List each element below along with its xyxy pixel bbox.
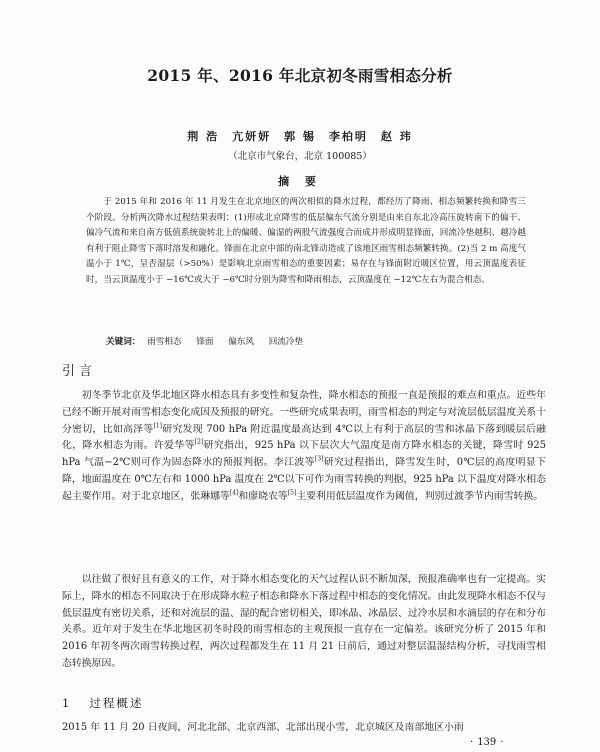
section-1-first-line: 2015 年 11 月 20 日夜间，河北北部、北京西部、北部出现小雪，北京城区及南部地区小雨 (62, 722, 464, 733)
citation-ref: [5] (287, 489, 297, 497)
citation-ref: [4] (229, 489, 239, 497)
citation-ref: [1] (153, 422, 162, 430)
text-run: 初冬季节北京及华北地区降水相态具有多变性和复杂性，降水相态的预报一直是预报的难点和重点。近些年已经不断开展对雨雪相态变化成因及预报的研究。一些研究成果表明，雨雪相态的判定与对流层低层温度关系十分密切，比如高泽等 (62, 390, 546, 435)
text-run: 主要利用低层温度作为阈值，判别过渡季节内雨雪转换。 (296, 490, 544, 502)
section-1-heading (62, 695, 143, 711)
affiliation: （北京市气象台，北京 100085） (228, 151, 372, 162)
text-run: 研究发现 700 hPa 附近温度最高达到 4℃以上有利于高层的雪和冰晶下落到暖层后融化，降水相态为雨。许爱华等 (62, 423, 546, 452)
abstract-text: 于 2015 年和 2016 年 11 月发生在北京地区的两次相似的降水过程，都经历了降雨、相态频繁转换和降雪三个阶段。分析两次降水过程结果表明：(1)形成北京降雪的低层偏东气流分别是由来自东北冷高压旋转南下的偏干、偏冷气流和来自南方低值系统旋转北上的偏暖、偏湿的两股气流强度合而成并形成明显锋面，回流冷垫越积、越冷越有利于阻止降雪下落时溶发和融化。锋面在北京中部的南北锋动造成了该地区雨雪相态频繁转换。(2)当 2 m 高度气温小于 1℃，呈否湿层（>50%）是影响北京雨雪相态的重要因素；易存在与锋面附近暖区位置，用云顶温度表征时，当云顶温度小于 −16℃或大于 −6℃时分别为降雪和降雨相态，云顶温度在 −12℃左右为混合相态。 (86, 197, 526, 285)
keyword-item: 锋面 (196, 337, 214, 347)
keyword-item: 回流冷垫 (268, 337, 304, 347)
page-number: · 139 · (470, 737, 504, 748)
section-number: 1 (62, 696, 72, 710)
citation-ref: [3] (314, 455, 324, 463)
text-run: 和廖晓农等 (238, 490, 288, 502)
intro-paragraph-1 (62, 388, 546, 506)
section-title: 过程概述 (89, 696, 144, 710)
author-list: 荆 浩 亢妍妍 郭 锡 李柏明 赵 玮 (187, 130, 413, 143)
intro-paragraph-2: 以往做了很好且有意义的工作，对于降水相态变化的天气过程认识不断加深，预报准确率也有一定提高。实际上，降水的相态不同取决于在形成降水粒子相态和降水下落过程中相态的变化情况。由此发现降水相态不仅与低层温度有密切关系，还和对流层的温、湿的配合密切相关，即冰晶、冰晶层、过冷水层和水滴层的存在和分布关系。近年对于发生在华北地区初冬时段的雨雪相态的主观预报一直存在一定偏差。该研究分析了 2015 年和 2016 年初冬两次雨雪转换过程，两次过程都发生在 11 月 21 日前后，通过对整层温湿结构分析，寻找雨雪相态转换原因。 (62, 574, 546, 669)
keywords-label: 关键词： (106, 337, 141, 347)
abstract-heading: 摘 要 (278, 175, 322, 188)
keywords (106, 335, 536, 347)
keyword-item: 雨雪相态 (147, 337, 182, 347)
intro-heading: 引言 (62, 364, 97, 379)
text-run: 研究指出，925 hPa 以下层次大气温度是南方降水相态的关键，降雪时 925 hPa 气温−2℃则可作为固态降水的预报判据。李江波等 (62, 440, 546, 469)
paper-title: 2015 年、2016 年北京初冬雨雪相态分析 (147, 66, 453, 85)
keyword-item: 偏东风 (228, 337, 254, 347)
text-run: 研究过程指出，降雪发生时，0℃层的高度明显下降，地面温度在 0℃左右和 1000 hPa 温度在 2℃以下可作为雨雪转换的判据，925 hPa 以下温度对降水相态起主要作用。对于北京地区，张琳娜等 (62, 457, 546, 502)
citation-ref: [2] (194, 439, 204, 447)
